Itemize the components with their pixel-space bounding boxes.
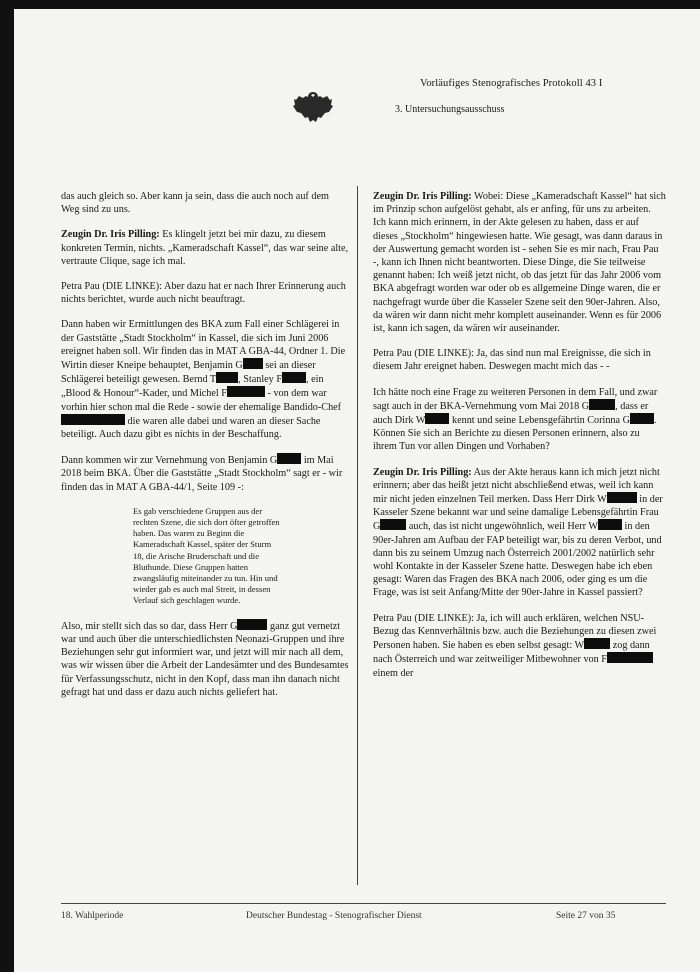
text-run: ganz gut vernetzt war und auch über die unterschiedlichsten Neonazi-Gruppen und ihre Beziehungen sehr gut informiert war, und jetzt will mir nach all dem, was wir wissen über die Arbeit der Landesämter und des Bundesamtes für Verfassungsschutz, nicht in den Kopf, dass man ihn danach nicht gefragt hat und dass er dazu auch nichts geliefert hat.	[61, 620, 349, 698]
redaction-bar	[243, 358, 263, 369]
redaction-bar	[630, 413, 654, 424]
speaker-label: Zeugin Dr. Iris Pilling:	[61, 229, 160, 241]
paragraph	[373, 466, 666, 600]
text-run: , ein „Blood & Honour“-Kader, und Michel F	[61, 374, 324, 400]
paragraph	[61, 280, 349, 306]
speaker-label: Petra Pau	[373, 348, 412, 360]
text-run: sei an dieser Schlägerei beteiligt gewesen. Bernd T	[61, 360, 316, 386]
text-run: die waren alle dabei und waren an dieser Sache beteiligt. Auch dazu gibt es nichts in der Beschaffung.	[61, 415, 321, 441]
text-run: Dann kommen wir zur Vernehmung von Benjamin G	[61, 455, 278, 467]
paragraph	[61, 453, 349, 494]
redaction-bar	[584, 638, 610, 649]
footer-page-number: Seite 27 von 35	[556, 911, 616, 921]
paragraph-text: (DIE LINKE): Aber dazu hat er nach Ihrer Erinnerung auch nichts berichtet, wurde auch nicht beauftragt.	[61, 281, 346, 306]
redaction-bar	[216, 372, 238, 383]
redaction-bar	[607, 492, 637, 503]
paragraph-text: Wobei: Diese „Kameradschaft Kassel“ hat sich im Prinzip schon aufgelöst gehabt, als er anfing, für uns zu arbeiten. Ich kann mich erinnern, in der Akte gelesen zu haben, dass er auf dieses „Stockholm“ hingewiesen hatte. Wie gesagt, was dann daraus in der Auswertung gemacht worden ist - sehen Sie es mir nach, Frau Pau -, kann ich Ihnen nicht beantworten. Diese Dinge, die Sie teilweise genannt haben: Ich weiß jetzt nicht, ob das jetzt für das Jahr 2006 vom BKA abgefragt worden war oder ob es allgemeine Dinge waren, die er nachgefragt wurde über die Kasseler Szene seit den 90er-Jahren. Also, da wären wir dann nicht mehr komplett auseinander. Wenn es für 2006 ist, kann ich sagen, da wären wir auseinander.	[373, 191, 666, 335]
text-run: . Können Sie sich an Berichte zu diesen Personen erinnern, also zu ihrem Tun vor allen Dingen und Vorhaben?	[373, 415, 657, 453]
text-run: (DIE LINKE): Ja, ich will auch erklären, welchen NSU-Bezug das Kennverhältnis bzw. auch die Beziehungen zu diesen zwei Personen haben. Sie haben es eben selbst gesagt: W	[373, 612, 657, 652]
federal-eagle-icon	[291, 86, 335, 126]
redaction-bar	[61, 414, 125, 425]
speaker-label: Petra Pau	[61, 281, 100, 293]
scan-border-left	[0, 0, 14, 972]
block-quote: Es gab verschiedene Gruppen aus der rechten Szene, die sich dort öfter getroffen haben. Das waren zu Beginn die Kameradschaft Kassel, später der Sturm 18, die Arische Bruderschaft und die Bluthunde. Diese Gruppen hatten zwangsläufig miteinander zu tun. Hin und wieder gab es auch mal Streit, in dessen Verlauf sich geschlagen wurde.	[133, 505, 280, 606]
redaction-bar	[589, 399, 615, 410]
text-run: , Stanley F	[238, 374, 282, 386]
scan-border-top	[14, 0, 700, 9]
speaker-label: Zeugin Dr. Iris Pilling:	[373, 191, 472, 202]
redaction-bar	[607, 652, 653, 663]
text-run: in den 90er-Jahren am Aufbau der FAP beteiligt war, bis zu deren Verbot, und dann bis zu seinem Umzug nach Österreich 2001/2002 natürlich sehr wohl Kontakte in der Kasseler Szene hatte. Deswegen habe ich eben gesagt: Waren das Fragen des BKA nach 2006, oder ging es um die Frage, was ist seit Anfang/Mitte der 90er-Jahre in Kassel passiert?	[373, 521, 662, 599]
paragraph-text: (DIE LINKE): Ja, das sind nun mal Ereignisse, die sich in diesem Jahr ereignet haben. Deswegen macht mich das - -	[373, 348, 651, 373]
paragraph	[61, 619, 349, 699]
paragraph-text: Es klingelt jetzt bei mir dazu, zu diesem konkreten Termin, nichts. „Kameradschaft Kassel“, das war seine alte, vertraute Clique, sage ich mal.	[61, 229, 349, 267]
redaction-bar	[282, 372, 306, 383]
text-run: Ich hätte noch eine Frage zu weiteren Personen in dem Fall, und zwar sagt auch in der BKA-Vernehmung vom Mai 2018 G	[373, 386, 658, 412]
paragraph	[61, 190, 349, 216]
paragraph	[61, 318, 349, 441]
paragraph	[373, 190, 666, 335]
redaction-bar	[227, 386, 265, 397]
redaction-bar	[425, 413, 449, 424]
text-run: im Mai 2018 beim BKA. Über die Gaststätte „Stadt Stockholm“ sagt er - wir finden das in MAT A GBA-44/1, Seite 109 -:	[61, 455, 343, 493]
redaction-bar	[598, 519, 622, 530]
paragraph	[373, 347, 666, 373]
paragraph	[61, 228, 349, 268]
right-column	[373, 190, 666, 692]
paragraph	[373, 386, 666, 454]
footer-publisher: Deutscher Bundestag - Stenografischer Dienst	[246, 911, 422, 921]
text-run: zog dann nach Österreich und war zeitweiliger Mitbewohner von F	[373, 640, 650, 666]
text-run: - von dem war vorhin hier schon mal die Rede - sowie der ehemalige Bandido-Chef	[61, 388, 342, 413]
text-run: auch, das ist nicht ungewöhnlich, weil Herr W	[406, 521, 598, 533]
text-run: , dass er auch Dirk W	[373, 400, 649, 427]
speaker-label: Petra Pau	[373, 612, 412, 624]
protocol-title: Vorläufiges Stenografisches Protokoll 43 I	[420, 78, 603, 89]
footer-rule	[61, 903, 666, 904]
paragraph	[373, 612, 666, 680]
paragraph-text: das auch gleich so. Aber kann ja sein, dass die auch noch auf dem Weg sind zu uns.	[61, 191, 329, 216]
column-divider	[357, 186, 358, 885]
footer-period: 18. Wahlperiode	[61, 911, 124, 921]
text-run: Dann haben wir Ermittlungen des BKA zum Fall einer Schlägerei in der Gaststätte „Stadt Stockholm“ in Kassel, die sich im Juni 2006 ereignet haben soll. Wir finden das in MAT A GBA-44, Ordner 1. Die Wirtin dieser Kneipe behauptet, Benjamin G	[61, 319, 346, 372]
left-column	[61, 190, 349, 711]
text-run: kennt und seine Lebensgefährtin Corinna G	[449, 415, 630, 427]
committee-name: 3. Untersuchungsausschuss	[395, 104, 505, 115]
redaction-bar	[237, 619, 267, 630]
redaction-bar	[277, 453, 301, 464]
text-run: in der Kasseler Szene bekannt war und seine damalige Lebensgefährtin Frau G	[373, 494, 663, 533]
text-run: Also, mir stellt sich das so dar, dass Herr G	[61, 620, 238, 632]
text-run: einem der	[373, 667, 414, 679]
speaker-label: Zeugin Dr. Iris Pilling:	[373, 466, 472, 478]
redaction-bar	[380, 519, 406, 530]
text-run: Aus der Akte heraus kann ich mich jetzt nicht erinnern; aber das heißt jetzt nicht abschließend etwas, weil ich kann mir nicht jeden einzelnen Teil merken. Dass Herr Dirk W	[373, 466, 660, 506]
